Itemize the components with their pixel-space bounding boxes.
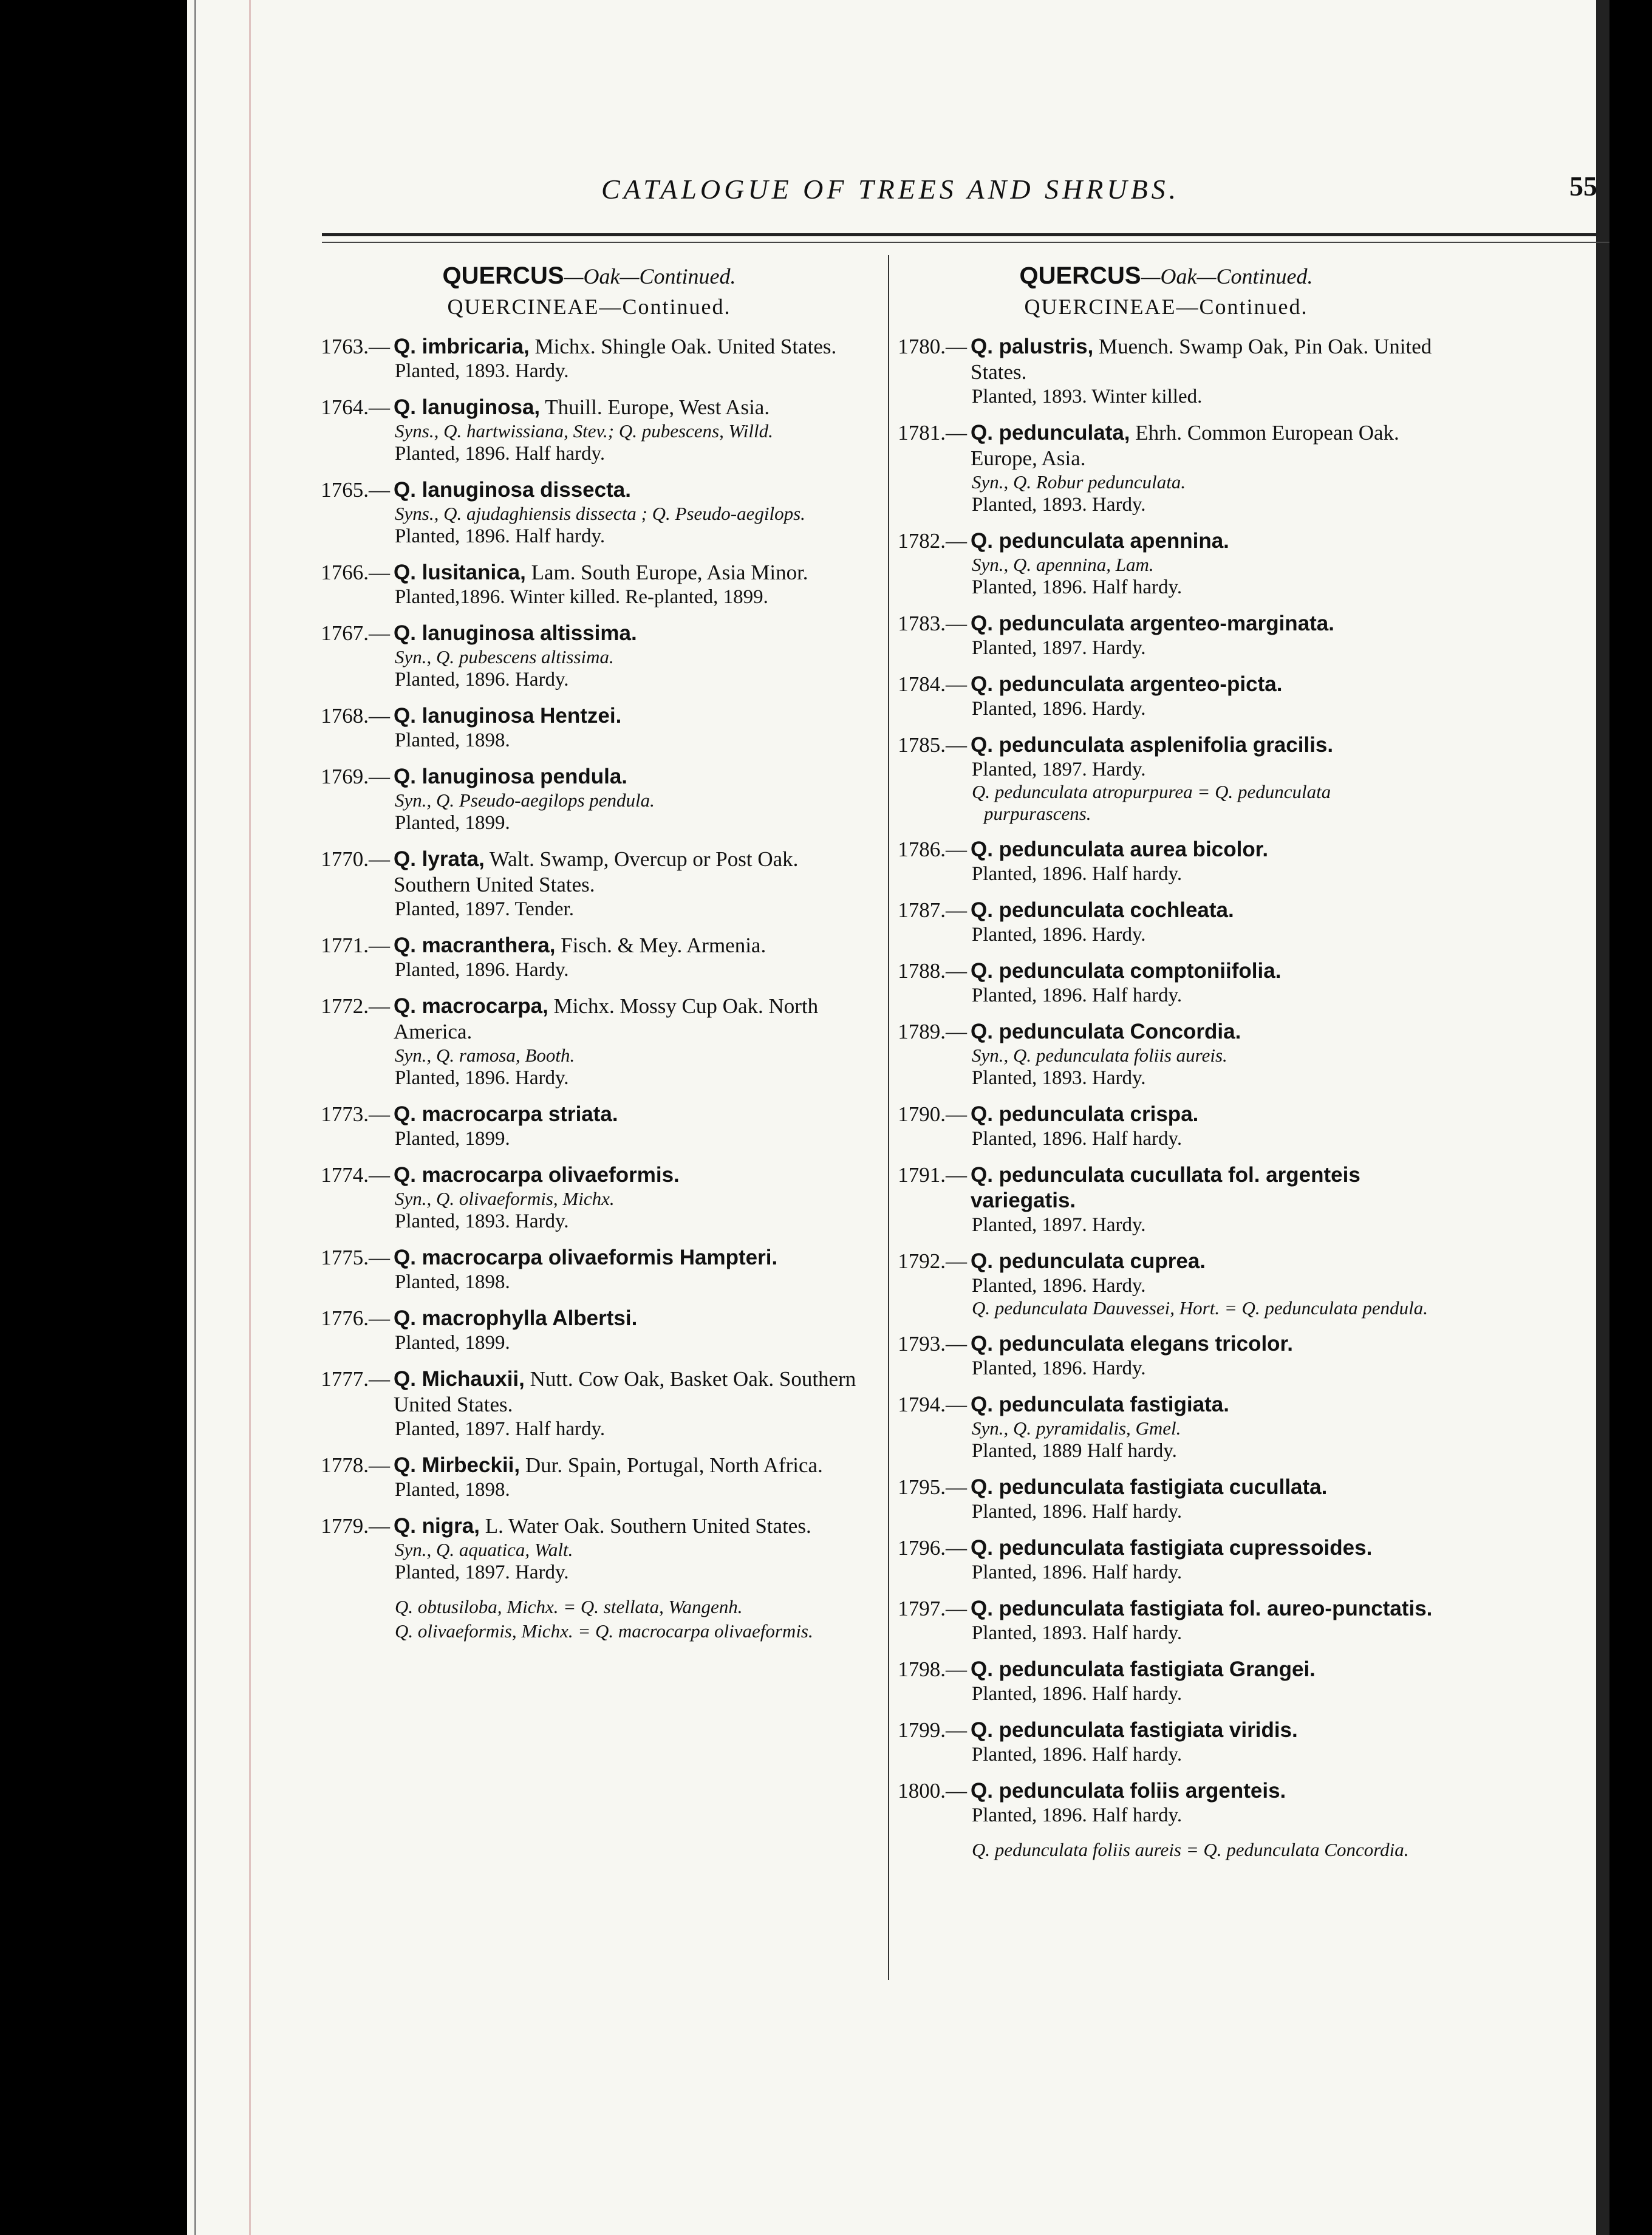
species-name: Q. Michauxii, xyxy=(394,1367,525,1391)
entry-number: 1796.— xyxy=(898,1536,967,1560)
entry-list xyxy=(899,334,1433,1827)
synonym-note: Syn., Q. olivaeformis, Michx. xyxy=(395,1188,615,1209)
catalogue-entry xyxy=(899,1596,1433,1645)
species-name: Q. macranthera, xyxy=(394,933,556,957)
entry-heading xyxy=(899,1331,1433,1357)
right-column xyxy=(899,261,1433,1861)
species-name: Q. imbricaria, xyxy=(394,335,530,358)
entry-heading xyxy=(322,1102,856,1127)
entry-heading xyxy=(322,1513,856,1539)
entry-number: 1764.— xyxy=(321,395,390,419)
species-name: Q. pedunculata foliis argenteis. xyxy=(971,1779,1286,1803)
species-name: Q. Mirbeckii, xyxy=(394,1453,521,1477)
genus-suffix: —Oak—Continued. xyxy=(564,264,736,288)
catalogue-entry xyxy=(899,1019,1433,1090)
catalogue-entry xyxy=(322,1306,856,1354)
species-name: Q. lyrata, xyxy=(394,847,485,871)
entry-number: 1768.— xyxy=(321,704,390,728)
catalogue-entry xyxy=(899,611,1433,660)
planting-record: Planted, 1897. Tender. xyxy=(395,898,574,920)
entry-heading xyxy=(322,621,856,646)
entry-heading xyxy=(322,334,856,360)
species-name: Q. lanuginosa dissecta. xyxy=(394,478,631,502)
planting-record: Planted, 1896. Hardy. xyxy=(395,959,569,981)
entry-number: 1778.— xyxy=(321,1453,390,1477)
subgroup-heading: QUERCINEAE—Continued. xyxy=(447,295,731,319)
entry-heading xyxy=(899,1718,1433,1743)
authority-and-range: Ehrh. Common European Oak. Europe, Asia. xyxy=(971,421,1399,470)
entry-number: 1776.— xyxy=(321,1306,390,1330)
planting-record: Planted, 1896. Half hardy. xyxy=(972,1804,1183,1826)
binding-spine xyxy=(176,0,187,2235)
entry-heading xyxy=(899,1475,1433,1500)
entry-number: 1790.— xyxy=(898,1102,967,1126)
planting-record: Planted,1896. Winter killed. Re-planted, 1899. xyxy=(395,586,768,608)
entry-heading xyxy=(899,1657,1433,1682)
synonym-note: Syn., Q. pedunculata foliis aureis. xyxy=(972,1045,1227,1066)
species-name: Q. pedunculata fastigiata cupressoides. xyxy=(971,1536,1373,1560)
entry-heading xyxy=(899,732,1433,758)
planting-record: Planted, 1889 Half hardy. xyxy=(972,1440,1177,1462)
entry-heading xyxy=(899,1596,1433,1622)
catalogue-entry xyxy=(899,1778,1433,1827)
planting-record: Planted, 1896. Hardy. xyxy=(395,1067,569,1089)
entry-heading xyxy=(322,1245,856,1271)
catalogue-entry xyxy=(322,1162,856,1233)
entry-number: 1784.— xyxy=(898,672,967,696)
planting-record: Planted, 1896. Hardy. xyxy=(972,1357,1146,1379)
catalogue-entry xyxy=(899,898,1433,946)
entry-number: 1774.— xyxy=(321,1163,390,1187)
entry-number: 1789.— xyxy=(898,1020,967,1043)
entry-number: 1787.— xyxy=(898,898,967,922)
catalogue-entry xyxy=(322,847,856,921)
entry-number: 1770.— xyxy=(321,847,390,871)
entry-number: 1781.— xyxy=(898,421,967,445)
planting-record: Planted, 1893. Winter killed. xyxy=(972,386,1203,408)
entry-number: 1771.— xyxy=(321,933,390,957)
authority-and-range: L. Water Oak. Southern United States. xyxy=(485,1514,811,1538)
entry-number: 1780.— xyxy=(898,335,967,358)
entry-number: 1766.— xyxy=(321,561,390,584)
planting-record: Planted, 1896. Half hardy. xyxy=(395,525,606,547)
running-header xyxy=(601,167,1603,216)
entry-heading xyxy=(322,994,856,1045)
catalogue-entry xyxy=(322,1245,856,1294)
entry-heading xyxy=(899,1162,1433,1213)
entry-number: 1772.— xyxy=(321,994,390,1018)
entry-heading xyxy=(322,1306,856,1331)
authority-and-range: Muench. Swamp Oak, Pin Oak. United States. xyxy=(971,335,1432,384)
planting-record: Planted, 1896. Half hardy. xyxy=(395,443,606,465)
catalogue-entry xyxy=(899,837,1433,885)
entry-number: 1797.— xyxy=(898,1597,967,1620)
planting-record: Planted, 1896. Hardy. xyxy=(972,698,1146,720)
cross-reference-note: Q. pedunculata Dauvessei, Hort. = Q. pedunculata pendula. xyxy=(972,1297,1428,1319)
entry-heading xyxy=(322,1162,856,1188)
species-name: Q. pedunculata asplenifolia gracilis. xyxy=(971,733,1334,757)
species-name: Q. nigra, xyxy=(394,1514,480,1538)
planting-record: Planted, 1893. Half hardy. xyxy=(972,1622,1183,1644)
planting-record: Planted, 1896. Half hardy. xyxy=(972,1683,1183,1705)
cross-reference-note: Q. pedunculata atropurpurea = Q. pedunculata purpurascens. xyxy=(972,781,1331,824)
page-edge xyxy=(1596,0,1609,2235)
cross-reference-note: Q. pedunculata foliis aureis = Q. pedunculata Concordia. xyxy=(972,1839,1409,1860)
species-name: Q. lanuginosa pendula. xyxy=(394,765,628,788)
entry-heading xyxy=(322,1453,856,1478)
planting-record: Planted, 1897. Hardy. xyxy=(972,637,1146,659)
entry-heading xyxy=(322,847,856,898)
authority-and-range: Fisch. & Mey. Armenia. xyxy=(561,933,766,957)
catalogue-entry xyxy=(322,621,856,691)
species-name: Q. pedunculata argenteo-marginata. xyxy=(971,612,1334,635)
catalogue-entry xyxy=(322,1367,856,1441)
entry-number: 1791.— xyxy=(898,1163,967,1187)
entry-number: 1793.— xyxy=(898,1332,967,1356)
authority-and-range: Thuill. Europe, West Asia. xyxy=(545,395,770,419)
species-name: Q. pedunculata cuprea. xyxy=(971,1249,1206,1273)
entry-heading xyxy=(322,764,856,790)
entry-number: 1798.— xyxy=(898,1657,967,1681)
catalogue-entry xyxy=(322,933,856,981)
species-name: Q. pedunculata fastigiata viridis. xyxy=(971,1718,1298,1742)
subgroup-heading: QUERCINEAE—Continued. xyxy=(1024,295,1308,319)
species-name: Q. pedunculata fastigiata cucullata. xyxy=(971,1475,1328,1499)
species-name: Q. pedunculata fastigiata Grangei. xyxy=(971,1657,1316,1681)
entry-heading xyxy=(899,1392,1433,1418)
entry-number: 1786.— xyxy=(898,838,967,861)
catalogue-entry xyxy=(322,477,856,548)
species-name: Q. pedunculata crispa. xyxy=(971,1102,1199,1126)
synonym-note: Syn., Q. pubescens altissima. xyxy=(395,646,614,667)
authority-and-range: Walt. Swamp, Overcup or Post Oak. Southern United States. xyxy=(394,847,799,896)
species-name: Q. pedunculata cochleata. xyxy=(971,898,1234,922)
catalogue-entry xyxy=(899,1535,1433,1584)
planting-record: Planted, 1898. xyxy=(395,729,510,751)
entry-heading xyxy=(899,837,1433,862)
planting-record: Planted, 1896. Hardy. xyxy=(395,669,569,691)
species-name: Q. pedunculata comptoniifolia. xyxy=(971,959,1282,983)
planting-record: Planted, 1896. Hardy. xyxy=(972,924,1146,946)
entry-number: 1785.— xyxy=(898,733,967,757)
planting-record: Planted, 1896. Hardy. xyxy=(972,1275,1146,1297)
catalogue-entry xyxy=(322,764,856,834)
entry-heading xyxy=(899,611,1433,636)
planting-record: Planted, 1893. Hardy. xyxy=(395,1210,569,1232)
scanned-page xyxy=(176,0,1609,2235)
synonym-note: Syn., Q. Pseudo-aegilops pendula. xyxy=(395,790,655,811)
catalogue-entry xyxy=(899,1162,1433,1237)
entry-heading xyxy=(899,528,1433,554)
species-name: Q. pedunculata fastigiata fol. aureo-punctatis. xyxy=(971,1597,1433,1620)
entry-number: 1792.— xyxy=(898,1249,967,1273)
entry-number: 1767.— xyxy=(321,621,390,645)
entry-heading xyxy=(322,1367,856,1418)
synonym-note: Syn., Q. ramosa, Booth. xyxy=(395,1045,575,1066)
species-name: Q. pedunculata apennina. xyxy=(971,529,1229,553)
catalogue-entry xyxy=(899,672,1433,720)
species-name: Q. pedunculata, xyxy=(971,421,1130,445)
authority-and-range: Lam. South Europe, Asia Minor. xyxy=(531,561,808,584)
margin-line xyxy=(194,0,196,2235)
entry-number: 1769.— xyxy=(321,765,390,788)
entry-number: 1794.— xyxy=(898,1393,967,1416)
catalogue-entry xyxy=(899,1249,1433,1319)
planting-record: Planted, 1897. Half hardy. xyxy=(395,1418,606,1440)
species-name: Q. lanuginosa Hentzei. xyxy=(394,704,622,728)
planting-record: Planted, 1897. Hardy. xyxy=(395,1561,569,1583)
planting-record: Planted, 1896. Half hardy. xyxy=(972,984,1183,1006)
page-number: 55 xyxy=(1569,171,1597,202)
planting-record: Planted, 1899. xyxy=(395,812,510,834)
entry-heading xyxy=(899,1249,1433,1274)
catalogue-entry xyxy=(899,528,1433,599)
cross-reference-note: Q. obtusiloba, Michx. = Q. stellata, Wangenh. xyxy=(395,1596,743,1617)
species-name: Q. macrocarpa, xyxy=(394,994,548,1018)
synonym-note: Syns., Q. hartwissiana, Stev.; Q. pubescens, Willd. xyxy=(395,420,773,442)
genus-name: QUERCUS xyxy=(1019,262,1141,289)
planting-record: Planted, 1896. Half hardy. xyxy=(972,1561,1183,1583)
catalogue-entry xyxy=(322,994,856,1090)
species-name: Q. pedunculata aurea bicolor. xyxy=(971,838,1269,861)
catalogue-entry xyxy=(322,334,856,383)
catalogue-entry xyxy=(899,1392,1433,1462)
catalogue-entry xyxy=(322,560,856,609)
authority-and-range: Michx. Shingle Oak. United States. xyxy=(534,335,837,358)
authority-and-range: Michx. Mossy Cup Oak. North America. xyxy=(394,994,819,1043)
running-title: CATALOGUE OF TREES AND SHRUBS. xyxy=(601,174,1180,205)
entry-heading xyxy=(899,958,1433,984)
entry-heading xyxy=(899,420,1433,471)
species-name: Q. macrocarpa striata. xyxy=(394,1102,618,1126)
species-name: Q. pedunculata elegans tricolor. xyxy=(971,1332,1293,1356)
entry-number: 1773.— xyxy=(321,1102,390,1126)
catalogue-entry xyxy=(899,1102,1433,1150)
catalogue-entry xyxy=(899,1718,1433,1766)
authority-and-range: Dur. Spain, Portugal, North Africa. xyxy=(525,1453,823,1477)
genus-heading xyxy=(322,261,856,290)
species-name: Q. pedunculata fastigiata. xyxy=(971,1393,1229,1416)
entry-heading xyxy=(899,898,1433,923)
entry-heading xyxy=(899,334,1433,385)
catalogue-entry xyxy=(899,732,1433,825)
planting-record: Planted, 1896. Half hardy. xyxy=(972,576,1183,598)
entry-number: 1800.— xyxy=(898,1779,967,1803)
species-name: Q. lanuginosa, xyxy=(394,395,541,419)
catalogue-entry xyxy=(322,703,856,752)
authority-and-range: Nutt. Cow Oak, Basket Oak. Southern United States. xyxy=(394,1367,856,1416)
planting-record: Planted, 1893. Hardy. xyxy=(395,360,569,382)
planting-record: Planted, 1896. Half hardy. xyxy=(972,1744,1183,1766)
entry-heading xyxy=(899,1778,1433,1804)
species-name: Q. macrocarpa olivaeformis Hampteri. xyxy=(394,1246,778,1269)
entry-number: 1788.— xyxy=(898,959,967,983)
header-rule-thick xyxy=(322,233,1609,236)
tail-notes xyxy=(899,1839,1433,1861)
planting-record: Planted, 1896. Half hardy. xyxy=(972,863,1183,885)
species-name: Q. pedunculata argenteo-picta. xyxy=(971,672,1283,696)
catalogue-entry xyxy=(899,1331,1433,1380)
synonym-note: Syn., Q. pyramidalis, Gmel. xyxy=(972,1418,1181,1439)
planting-record: Planted, 1896. Half hardy. xyxy=(972,1501,1183,1523)
genus-name: QUERCUS xyxy=(442,262,564,289)
planting-record: Planted, 1898. xyxy=(395,1479,510,1501)
entry-heading xyxy=(322,477,856,503)
planting-record: Planted, 1897. Hardy. xyxy=(972,759,1146,780)
entry-heading xyxy=(899,1102,1433,1127)
species-name: Q. macrocarpa olivaeformis. xyxy=(394,1163,680,1187)
genus-heading xyxy=(899,261,1433,290)
catalogue-entry xyxy=(899,1657,1433,1705)
entry-heading xyxy=(322,703,856,729)
entry-number: 1763.— xyxy=(321,335,390,358)
entry-heading xyxy=(899,672,1433,697)
synonym-note: Syns., Q. ajudaghiensis dissecta ; Q. Pseudo-aegilops. xyxy=(395,503,805,524)
species-name: Q. pedunculata cucullata fol. argenteis variegatis. xyxy=(971,1163,1360,1212)
species-name: Q. pedunculata Concordia. xyxy=(971,1020,1241,1043)
species-name: Q. palustris, xyxy=(971,335,1094,358)
entry-number: 1777.— xyxy=(321,1367,390,1391)
entry-heading xyxy=(899,1535,1433,1561)
catalogue-entry xyxy=(322,1102,856,1150)
catalogue-entry xyxy=(899,334,1433,408)
column-divider xyxy=(888,255,889,1980)
entry-heading xyxy=(322,560,856,585)
entry-number: 1783.— xyxy=(898,612,967,635)
catalogue-entry xyxy=(322,1513,856,1584)
catalogue-entry xyxy=(322,1453,856,1501)
planting-record: Planted, 1893. Hardy. xyxy=(972,494,1146,516)
margin-stain xyxy=(249,0,251,2235)
synonym-note: Syn., Q. apennina, Lam. xyxy=(972,554,1154,575)
planting-record: Planted, 1899. xyxy=(395,1128,510,1150)
planting-record: Planted, 1896. Half hardy. xyxy=(972,1128,1183,1150)
catalogue-entry xyxy=(322,395,856,465)
species-name: Q. lusitanica, xyxy=(394,561,526,584)
entry-heading xyxy=(322,395,856,420)
entry-number: 1799.— xyxy=(898,1718,967,1742)
planting-record: Planted, 1899. xyxy=(395,1332,510,1354)
catalogue-entry xyxy=(899,958,1433,1007)
species-name: Q. macrophylla Albertsi. xyxy=(394,1306,638,1330)
planting-record: Planted, 1893. Hardy. xyxy=(972,1067,1146,1089)
planting-record: Planted, 1897. Hardy. xyxy=(972,1214,1146,1236)
synonym-note: Syn., Q. aquatica, Walt. xyxy=(395,1539,573,1560)
species-name: Q. lanuginosa altissima. xyxy=(394,621,637,645)
tail-notes xyxy=(322,1596,856,1642)
entry-heading xyxy=(899,1019,1433,1045)
entry-number: 1795.— xyxy=(898,1475,967,1499)
entry-heading xyxy=(322,933,856,958)
planting-record: Planted, 1898. xyxy=(395,1271,510,1293)
synonym-note: Syn., Q. Robur pedunculata. xyxy=(972,471,1186,493)
entry-list xyxy=(322,334,856,1584)
entry-number: 1782.— xyxy=(898,529,967,553)
entry-number: 1765.— xyxy=(321,478,390,502)
catalogue-entry xyxy=(899,420,1433,516)
genus-suffix: —Oak—Continued. xyxy=(1141,264,1313,288)
left-column xyxy=(322,261,856,1642)
header-rule-thin xyxy=(322,242,1609,243)
catalogue-entry xyxy=(899,1475,1433,1523)
entry-number: 1779.— xyxy=(321,1514,390,1538)
cross-reference-note: Q. olivaeformis, Michx. = Q. macrocarpa olivaeformis. xyxy=(395,1620,813,1642)
entry-number: 1775.— xyxy=(321,1246,390,1269)
